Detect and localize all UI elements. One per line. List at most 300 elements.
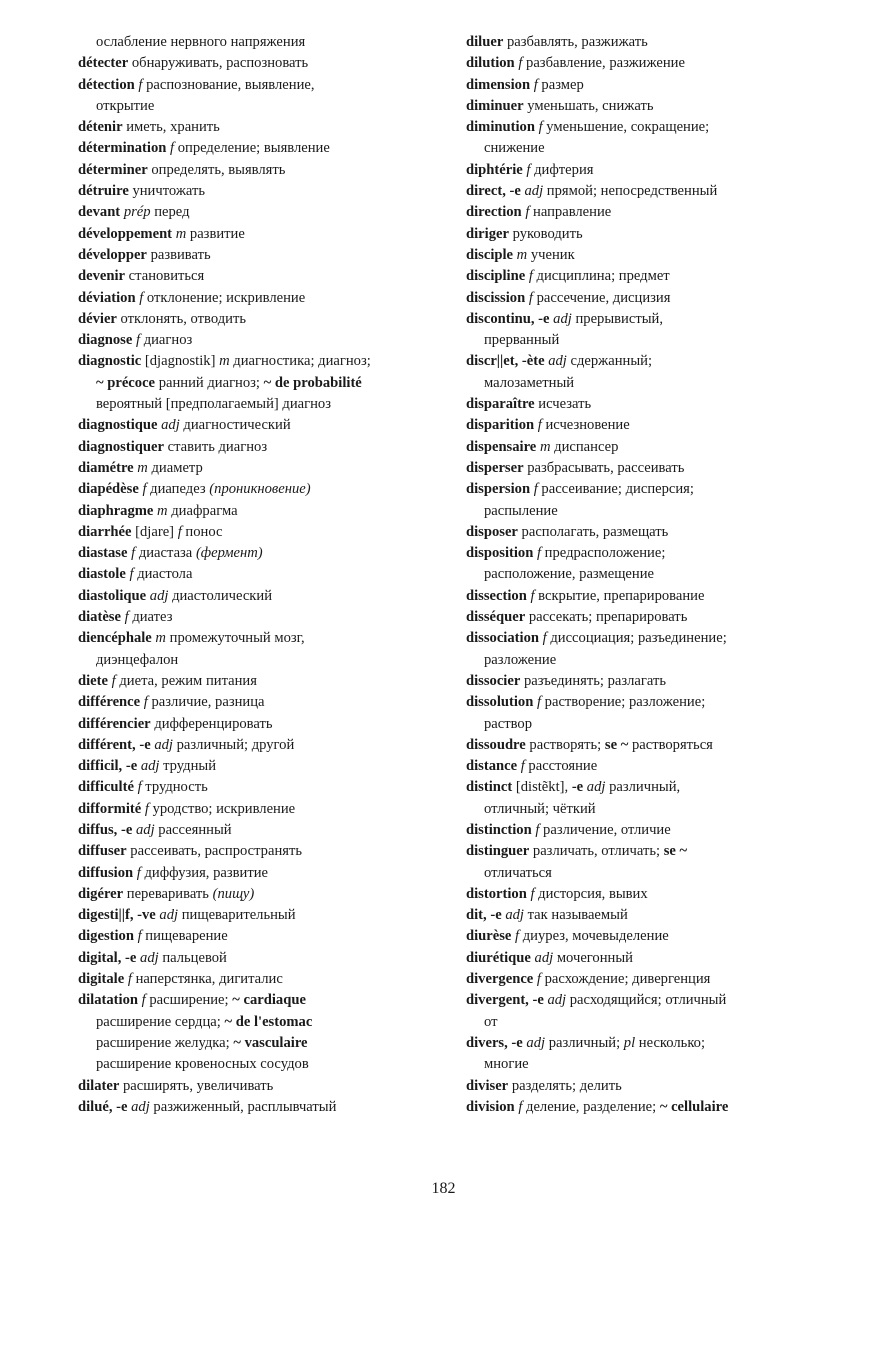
- entry-line: [466, 117, 822, 138]
- headword: diatèse: [78, 609, 121, 626]
- entry-line: [78, 394, 440, 415]
- translation-text: многие: [484, 1056, 529, 1073]
- translation-text: ставить диагноз: [163, 438, 268, 455]
- translation-text: диспансер: [550, 438, 619, 455]
- translation-text: распознование, выявление,: [142, 76, 315, 93]
- translation-text: определение; выявление: [174, 140, 330, 157]
- grammar-label: f: [514, 1098, 523, 1115]
- headword: détenir: [78, 119, 123, 136]
- grammar-label: m: [172, 225, 187, 242]
- entry-line: [466, 735, 822, 756]
- translation-text: рассекать; препарировать: [525, 609, 688, 626]
- translation-text: рассеивать, распространять: [126, 843, 303, 860]
- headword: ~ cellulaire: [659, 1098, 729, 1115]
- entry-line: [78, 53, 440, 74]
- headword: diagnostique: [78, 417, 158, 434]
- entry-line: [78, 437, 440, 458]
- headword: dilution: [466, 55, 515, 72]
- entry-line: [466, 820, 822, 841]
- headword: -e: [571, 779, 584, 796]
- entry-line: [466, 32, 822, 53]
- translation-text: рассечение, дисцизия: [532, 289, 671, 306]
- entry-line: [466, 266, 822, 287]
- translation-text: дифференцировать: [150, 715, 273, 732]
- entry-line: [466, 777, 822, 798]
- headword: direct, -e: [466, 183, 521, 200]
- translation-text: [djare]: [131, 523, 178, 540]
- right-column: [466, 32, 822, 1118]
- headword: diminuer: [466, 97, 524, 114]
- headword: discr||et, -ète: [466, 353, 545, 370]
- translation-text: расширение кровеносных сосудов: [96, 1056, 309, 1073]
- translation-text: распыление: [484, 502, 558, 519]
- grammar-label: adj: [543, 992, 567, 1009]
- entry-line: [466, 330, 822, 351]
- translation-text: диаметр: [147, 459, 203, 476]
- translation-text: рассеивание; дисперсия;: [537, 481, 694, 498]
- grammar-label: f: [133, 864, 141, 881]
- headword: diffusion: [78, 864, 134, 881]
- entry-line: [466, 96, 822, 117]
- grammar-label: f: [533, 971, 541, 988]
- translation-text: диастолический: [168, 587, 273, 604]
- translation-text: диафрагма: [167, 502, 238, 519]
- entry-line: [466, 351, 822, 372]
- headword: diviser: [466, 1077, 509, 1094]
- grammar-label: f: [538, 630, 547, 647]
- entry-line: [78, 820, 440, 841]
- headword: diriger: [466, 225, 509, 242]
- translation-text: ослабление нервного напряжения: [96, 34, 306, 50]
- translation-text: диурез, мочевыделение: [519, 928, 669, 945]
- grammar-label: prép: [120, 204, 151, 221]
- headword: devant: [78, 204, 121, 221]
- headword: dilué, -e: [78, 1098, 128, 1115]
- entry-line: [466, 692, 822, 713]
- headword: diagnostiquer: [78, 438, 164, 455]
- grammar-label: f: [135, 289, 144, 306]
- translation-text: дисциплина; предмет: [532, 268, 670, 285]
- entry-line: [78, 1033, 440, 1054]
- headword: digérer: [78, 885, 124, 902]
- grammar-label: m: [133, 459, 148, 476]
- translation-text: разделять; делить: [508, 1077, 622, 1094]
- headword: diamétre: [78, 459, 134, 476]
- translation-text: различение, отличие: [539, 821, 671, 838]
- entry-line: [466, 1076, 822, 1097]
- entry-line: [466, 224, 822, 245]
- entry-line: [78, 138, 440, 159]
- entry-line: [466, 1097, 822, 1118]
- headword: diapédèse: [78, 481, 139, 498]
- entry-line: [78, 351, 440, 372]
- headword: digital, -e: [78, 949, 137, 966]
- translation-text: различный,: [605, 779, 681, 796]
- translation-text: [djagnostik]: [141, 353, 220, 370]
- grammar-label: f: [138, 481, 147, 498]
- headword: ~ cardiaque: [232, 992, 306, 1009]
- grammar-label: m: [513, 246, 528, 263]
- headword: diastole: [78, 566, 126, 583]
- translation-text: разжиженный, расплывчатый: [149, 1098, 337, 1115]
- headword: devenir: [78, 268, 126, 285]
- translation-text: диета, режим питания: [115, 672, 257, 689]
- translation-text: отличаться: [484, 864, 552, 881]
- grammar-label: f: [530, 481, 538, 498]
- grammar-label: adj: [146, 587, 169, 604]
- grammar-label: adj: [127, 1098, 150, 1115]
- headword: distinct: [466, 779, 513, 796]
- translation-text: вероятный [предполагаемый] диагноз: [96, 396, 331, 413]
- headword: détecter: [78, 55, 129, 72]
- grammar-label: f: [534, 417, 542, 434]
- headword: diffus, -e: [78, 821, 133, 838]
- translation-text: иметь, хранить: [122, 119, 220, 136]
- translation-text: растворять;: [525, 736, 605, 753]
- translation-text: различие, разница: [147, 694, 265, 711]
- entry-line: [78, 75, 440, 96]
- entry-line: [78, 1097, 440, 1118]
- translation-text: диагностика; диагноз;: [229, 353, 371, 370]
- grammar-label: f: [141, 800, 149, 817]
- grammar-label: f: [134, 76, 143, 93]
- translation-text: наперстянка, дигиталис: [131, 971, 283, 988]
- grammar-label: f: [127, 545, 136, 562]
- headword: diminution: [466, 119, 535, 136]
- grammar-label: f: [138, 992, 146, 1009]
- translation-text: отклонять, отводить: [116, 310, 246, 327]
- headword: diurétique: [466, 949, 531, 966]
- left-column: [78, 32, 440, 1118]
- grammar-label: adj: [520, 183, 544, 200]
- translation-text: различный;: [545, 1034, 624, 1051]
- headword: différencier: [78, 715, 151, 732]
- entry-line: [466, 1033, 822, 1054]
- headword: diencéphale: [78, 630, 152, 647]
- entry-line: [466, 245, 822, 266]
- translation-text: диэнцефалон: [96, 651, 179, 668]
- headword: distinguer: [466, 843, 530, 860]
- grammar-label: f: [132, 332, 141, 349]
- grammar-label: adj: [549, 310, 572, 327]
- translation-text: уменьшать, снижать: [523, 97, 654, 114]
- translation-text: различный; другой: [172, 736, 295, 753]
- translation-text: обнаруживать, распозновать: [128, 55, 309, 72]
- headword: se ~: [604, 736, 629, 753]
- entry-line: [466, 607, 822, 628]
- entry-line: [78, 990, 440, 1011]
- entry-line: [466, 458, 822, 479]
- entry-line: [78, 202, 440, 223]
- headword: disposer: [466, 523, 518, 540]
- translation-text: переваривать: [123, 885, 213, 902]
- entry-line: [466, 671, 822, 692]
- headword: digesti||f, -ve: [78, 907, 156, 924]
- entry-line: [466, 75, 822, 96]
- entry-line: [78, 671, 440, 692]
- entry-line: [78, 884, 440, 905]
- headword: détermination: [78, 140, 167, 157]
- entry-line: [466, 714, 822, 735]
- grammar-label: f: [533, 694, 542, 711]
- headword: dilater: [78, 1077, 120, 1094]
- translation-text: расширение;: [145, 992, 233, 1009]
- headword: dispensaire: [466, 438, 537, 455]
- translation-text: определять, выявлять: [147, 161, 286, 178]
- entry-line: [78, 543, 440, 564]
- headword: diastolique: [78, 587, 147, 604]
- grammar-label: f: [526, 885, 535, 902]
- translation-text: прямой; непосредственный: [543, 183, 718, 200]
- grammar-label: adj: [137, 758, 160, 775]
- translation-text: от: [484, 1013, 498, 1030]
- translation-text: разбавление, разжижение: [522, 55, 685, 72]
- translation-text: уродство; искривление: [148, 800, 296, 817]
- entry-line: [78, 1054, 440, 1075]
- grammar-label: m: [153, 502, 168, 519]
- translation-text: диастаза: [135, 545, 196, 562]
- translation-text: дисторсия, вывих: [534, 885, 648, 902]
- headword: dissocier: [466, 672, 521, 689]
- entry-line: [78, 458, 440, 479]
- translation-text: исчезать: [534, 396, 592, 413]
- grammar-label: (проникновение): [209, 481, 311, 498]
- translation-text: растворяться: [628, 736, 713, 753]
- headword: digitale: [78, 971, 125, 988]
- entry-line: [78, 841, 440, 862]
- grammar-label: f: [525, 289, 533, 306]
- headword: différence: [78, 694, 141, 711]
- translation-text: диатез: [128, 609, 173, 626]
- translation-text: расхождение; дивергенция: [540, 971, 711, 988]
- grammar-label: f: [125, 566, 134, 583]
- grammar-label: f: [522, 161, 531, 178]
- entry-line: [78, 501, 440, 522]
- headword: ~ vasculaire: [233, 1034, 308, 1051]
- translation-text: предрасположение;: [541, 545, 666, 562]
- headword: diastase: [78, 545, 128, 562]
- grammar-label: f: [530, 76, 538, 93]
- translation-text: разбавлять, разжижать: [503, 34, 648, 50]
- headword: distance: [466, 758, 518, 775]
- headword: dispersion: [466, 481, 531, 498]
- headword: développer: [78, 246, 147, 263]
- entry-line: [466, 863, 822, 884]
- translation-text: растворение; разложение;: [541, 694, 706, 711]
- entry-line: [466, 181, 822, 202]
- translation-text: промежуточный мозг,: [165, 630, 305, 647]
- headword: discipline: [466, 268, 526, 285]
- entry-line: [466, 394, 822, 415]
- entry-line: [466, 415, 822, 436]
- grammar-label: adj: [136, 949, 159, 966]
- grammar-label: adj: [155, 907, 179, 924]
- grammar-label: f: [133, 928, 142, 945]
- entry-line: [466, 884, 822, 905]
- entry-line: [78, 245, 440, 266]
- headword: diarrhée: [78, 523, 132, 540]
- headword: déviation: [78, 289, 136, 306]
- translation-text: несколько;: [635, 1034, 706, 1051]
- translation-text: мочегонный: [553, 949, 633, 966]
- entry-line: [466, 926, 822, 947]
- entry-line: [466, 543, 822, 564]
- grammar-label: f: [124, 971, 132, 988]
- translation-text: становиться: [125, 268, 205, 285]
- headword: discission: [466, 289, 526, 306]
- translation-text: прерывистый,: [571, 310, 663, 327]
- grammar-label: f: [514, 55, 523, 72]
- grammar-label: adj: [522, 1034, 546, 1051]
- headword: divers, -e: [466, 1034, 523, 1051]
- entry-line: [78, 96, 440, 117]
- entry-line: [78, 1076, 440, 1097]
- entry-line: [78, 714, 440, 735]
- translation-text: понос: [181, 523, 223, 540]
- entry-line: [78, 756, 440, 777]
- headword: diete: [78, 672, 108, 689]
- headword: distortion: [466, 885, 527, 902]
- entry-line: [78, 735, 440, 756]
- grammar-label: f: [517, 758, 525, 775]
- entry-line: [466, 138, 822, 159]
- headword: discontinu, -e: [466, 310, 550, 327]
- entry-line: [78, 863, 440, 884]
- translation-text: диагностический: [179, 417, 291, 434]
- entry-line: [78, 288, 440, 309]
- entry-line: [466, 53, 822, 74]
- headword: diffuser: [78, 843, 127, 860]
- translation-text: разбрасывать, рассеивать: [523, 459, 685, 476]
- grammar-label: adj: [501, 907, 524, 924]
- entry-line: [466, 756, 822, 777]
- translation-text: различать, отличать;: [529, 843, 664, 860]
- translation-text: малозаметный: [484, 374, 575, 391]
- headword: direction: [466, 204, 522, 221]
- translation-text: раствор: [484, 715, 533, 732]
- entry-line: [466, 373, 822, 394]
- translation-text: уничтожать: [128, 183, 206, 200]
- headword: disparition: [466, 417, 535, 434]
- headword: diagnostic: [78, 353, 142, 370]
- grammar-label: adj: [157, 417, 180, 434]
- translation-text: расходящийся; отличный: [566, 992, 727, 1009]
- entry-line: [78, 586, 440, 607]
- headword: disséquer: [466, 609, 526, 626]
- translation-text: пальцевой: [158, 949, 227, 966]
- entry-line: [466, 799, 822, 820]
- translation-text: расстояние: [524, 758, 598, 775]
- entry-line: [78, 1012, 440, 1033]
- entry-line: [466, 969, 822, 990]
- translation-text: диффузия, развитие: [140, 864, 268, 881]
- translation-text: размер: [537, 76, 584, 93]
- entry-line: [466, 437, 822, 458]
- headword: dilatation: [78, 992, 139, 1009]
- grammar-label: f: [525, 268, 533, 285]
- entry-line: [78, 607, 440, 628]
- headword: difformité: [78, 800, 142, 817]
- entry-line: [78, 969, 440, 990]
- headword: diluer: [466, 34, 504, 50]
- entry-line: [466, 1054, 822, 1075]
- entry-line: [466, 202, 822, 223]
- entry-line: [466, 479, 822, 500]
- entry-line: [466, 948, 822, 969]
- headword: disciple: [466, 246, 514, 263]
- translation-text: сдержанный;: [566, 353, 653, 370]
- headword: ~ précoce: [96, 374, 156, 391]
- headword: division: [466, 1098, 515, 1115]
- grammar-label: adj: [150, 736, 173, 753]
- entry-line: [466, 841, 822, 862]
- headword: dimension: [466, 76, 531, 93]
- grammar-label: m: [151, 630, 166, 647]
- entry-line: [466, 564, 822, 585]
- entry-line: [78, 181, 440, 202]
- headword: diphtérie: [466, 161, 523, 178]
- headword: difficil, -e: [78, 758, 138, 775]
- headword: diurèse: [466, 928, 512, 945]
- translation-text: диссоциация; разъединение;: [546, 630, 727, 647]
- translation-text: прерванный: [484, 332, 560, 349]
- translation-text: исчезновение: [541, 417, 630, 434]
- entry-line: [78, 266, 440, 287]
- headword: ~ de probabilité: [263, 374, 362, 391]
- headword: dit, -e: [466, 907, 502, 924]
- entry-line: [466, 160, 822, 181]
- translation-text: рассеянный: [154, 821, 232, 838]
- headword: dissoudre: [466, 736, 526, 753]
- entry-line: [78, 799, 440, 820]
- translation-text: ученик: [527, 246, 575, 263]
- entry-line: [78, 522, 440, 543]
- translation-text: расположение, размещение: [484, 566, 655, 583]
- grammar-label: f: [531, 821, 540, 838]
- translation-text: разложение: [484, 651, 557, 668]
- translation-text: руководить: [508, 225, 583, 242]
- translation-text: пищеварение: [141, 928, 228, 945]
- entry-line: [466, 990, 822, 1011]
- headword: différent, -e: [78, 736, 151, 753]
- grammar-label: f: [526, 587, 535, 604]
- translation-text: так называемый: [523, 907, 628, 924]
- translation-text: перед: [150, 204, 190, 221]
- grammar-label: m: [536, 438, 551, 455]
- grammar-label: f: [120, 609, 129, 626]
- entry-line: [466, 501, 822, 522]
- headword: divergent, -e: [466, 992, 544, 1009]
- grammar-label: f: [534, 119, 543, 136]
- headword: disparaître: [466, 396, 535, 413]
- translation-text: располагать, размещать: [517, 523, 669, 540]
- grammar-label: f: [177, 523, 182, 540]
- headword: dissection: [466, 587, 527, 604]
- headword: dissolution: [466, 694, 534, 711]
- translation-text: направление: [529, 204, 612, 221]
- entry-line: [78, 628, 440, 649]
- grammar-label: f: [521, 204, 530, 221]
- entry-line: [78, 309, 440, 330]
- grammar-label: (фермент): [195, 545, 263, 562]
- entry-line: [78, 330, 440, 351]
- entry-line: [78, 926, 440, 947]
- headword: disperser: [466, 459, 524, 476]
- translation-text: деление, разделение;: [522, 1098, 660, 1115]
- translation-text: ранний диагноз;: [155, 374, 264, 391]
- translation-text: диапедез: [146, 481, 210, 498]
- translation-text: вскрытие, препарирование: [534, 587, 705, 604]
